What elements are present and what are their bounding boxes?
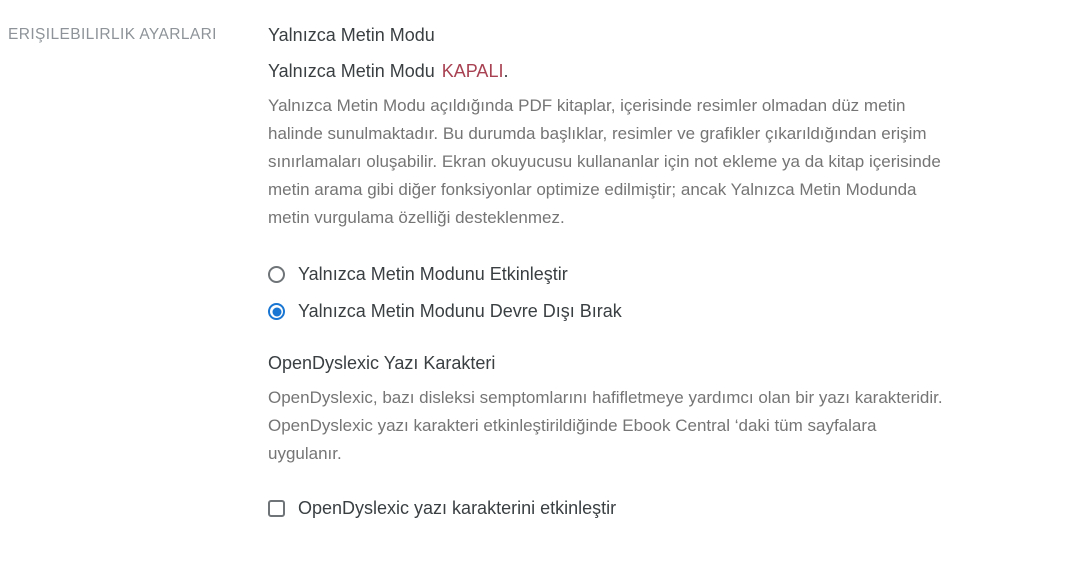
- radio-option-label[interactable]: Yalnızca Metin Modunu Etkinleştir: [298, 264, 568, 284]
- text-only-mode-description: Yalnızca Metin Modu açıldığında PDF kitaplar, içerisinde resimler olmadan düz metin halinde sunulmaktadır. Bu durumda başlıklar, resimler ve grafikler çıkarıldığından erişim sınırlamaları oluşabilir. Ekran okuyucusu kullananlar için not ekleme ya da kitap içerisinde metin arama gibi diğer fonksiyonlar optimize edilmiştir; ancak Yalnızca Metin Modunda metin vurgulama özelliği desteklenmez.: [268, 96, 941, 227]
- accessibility-settings-content: [254, 24, 954, 519]
- open-dyslexic-description: OpenDyslexic, bazı disleksi semptomlarını hafifletmeye yardımcı olan bir yazı karakteridir. OpenDyslexic yazı karakteri etkinleştirildiğinde Ebook Central ‘daki tüm sayfalara uygulanır.: [268, 388, 943, 463]
- text-only-mode-status-suffix: .: [503, 61, 509, 81]
- text-only-mode-status-prefix: Yalnızca Metin Modu: [268, 61, 435, 81]
- checkbox-icon[interactable]: [268, 500, 285, 517]
- section-label: ERIŞILEBILIRLIK AYARLARI: [8, 26, 217, 43]
- radio-option-label[interactable]: Yalnızca Metin Modunu Devre Dışı Bırak: [298, 301, 622, 321]
- radio-button-icon[interactable]: [268, 266, 285, 283]
- text-only-mode-title: Yalnızca Metin Modu: [268, 25, 435, 45]
- radio-option-disable-text-only-mode[interactable]: [268, 301, 954, 322]
- text-only-mode-options: [268, 264, 954, 322]
- radio-option-enable-text-only-mode[interactable]: [268, 264, 954, 285]
- text-only-mode-status-value: KAPALI: [441, 61, 504, 81]
- text-only-mode-status: [268, 60, 954, 82]
- open-dyslexic-title: OpenDyslexic Yazı Karakteri: [268, 353, 496, 373]
- checkbox-label[interactable]: OpenDyslexic yazı karakterini etkinleştir: [298, 498, 617, 518]
- checkbox-enable-open-dyslexic[interactable]: [268, 498, 954, 519]
- radio-button-icon[interactable]: [268, 303, 285, 320]
